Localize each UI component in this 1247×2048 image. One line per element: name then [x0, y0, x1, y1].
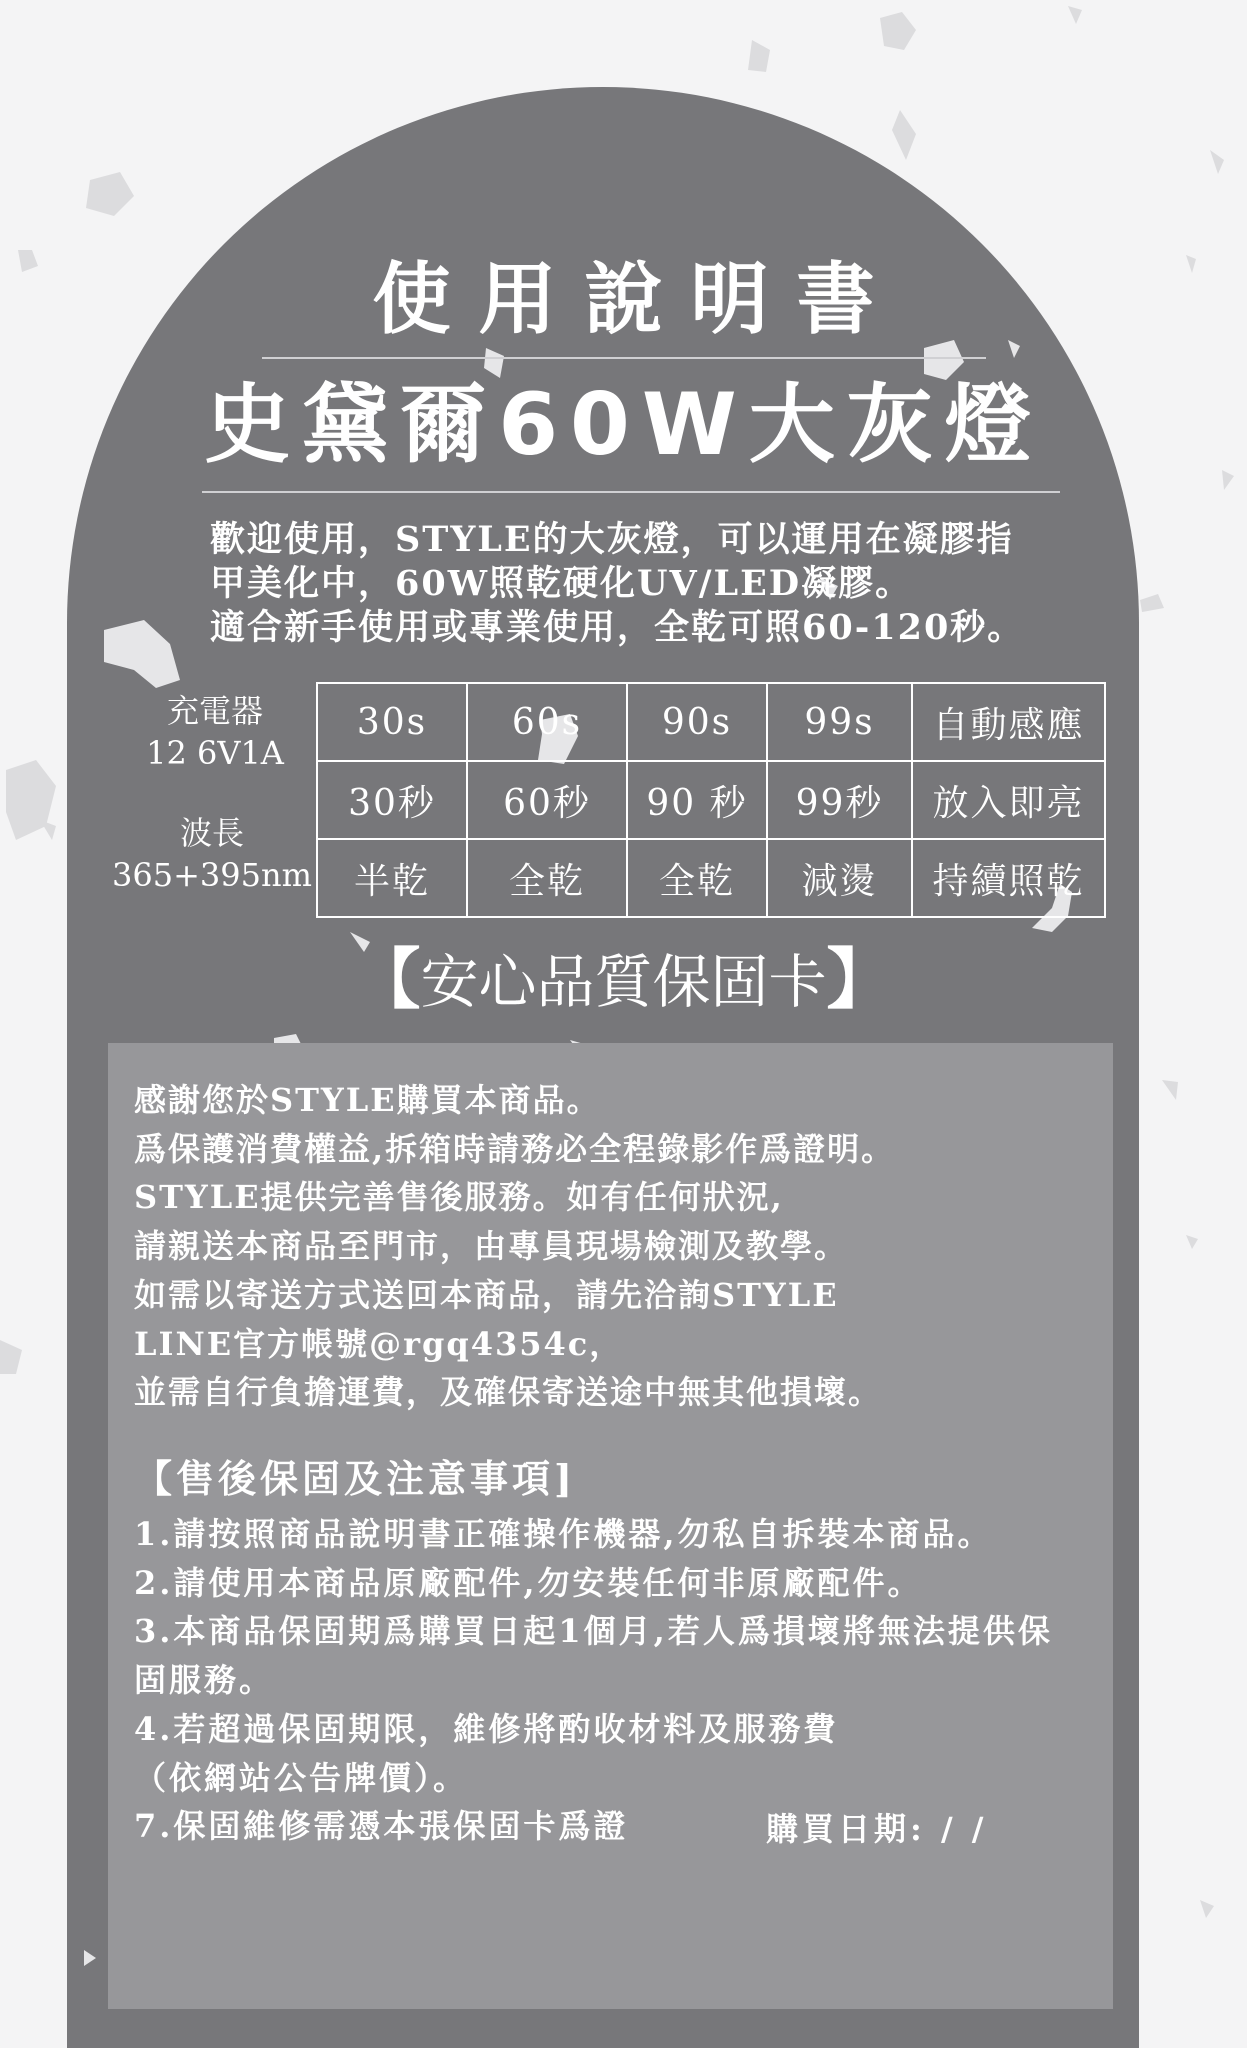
intro-text: [210, 518, 1090, 650]
table-cell: 放入即亮: [912, 761, 1105, 839]
table-cell: 99s: [767, 683, 912, 761]
table-cell: 自動感應: [912, 683, 1105, 761]
charger-spec: [120, 690, 310, 774]
note-line: 1.請按照商品說明書正確操作機器,勿私自拆裝本商品。: [134, 1515, 993, 1553]
warranty-paragraph: [134, 1076, 1094, 1417]
intro-line: 歡迎使用，STYLE的大灰燈，可以運用在凝膠指: [210, 519, 1014, 560]
table-cell: 持續照乾: [912, 839, 1105, 917]
table-cell: 60s: [467, 683, 627, 761]
title-bracket-close: 】: [826, 941, 893, 1018]
note-line: 4.若超過保固期限，維修將酌收材料及服務費: [134, 1709, 839, 1748]
table-cell: 30秒: [317, 761, 467, 839]
title-bracket-open: 【: [354, 941, 421, 1018]
manual-heading: 使用說明書: [372, 254, 903, 345]
heading-divider: [262, 357, 986, 359]
paragraph-line: 請親送本商品至門市，由專員現場檢測及教學。: [134, 1227, 849, 1266]
table-cell: 30s: [317, 683, 467, 761]
intro-line: 甲美化中，60W照乾硬化UV/LED凝膠。: [210, 563, 913, 604]
warranty-title-text: 安心品質保固卡: [420, 948, 827, 1016]
table-cell: 全乾: [627, 839, 767, 917]
wavelength-value: 365+395nm: [112, 856, 312, 894]
paragraph-line: 並需自行負擔運費，及確保寄送途中無其他損壞。: [134, 1373, 883, 1412]
table-cell: 99秒: [767, 761, 912, 839]
table-row: [317, 761, 1105, 839]
purchase-date: 購買日期: / /: [766, 1810, 988, 1848]
table-row: [317, 839, 1105, 917]
curing-time-table: [316, 682, 1106, 918]
note-line: 2.請使用本商品原廠配件,勿安裝任何非原廠配件。: [134, 1563, 923, 1602]
product-title: 史黛爾60W大灰燈: [204, 375, 1043, 475]
note-line: 固服務。: [134, 1661, 275, 1700]
wavelength-label: 波長: [179, 814, 244, 852]
paragraph-line: 感謝您於STYLE購買本商品。: [134, 1081, 601, 1119]
table-cell: 90 秒: [627, 761, 767, 839]
table-row: [317, 683, 1105, 761]
paragraph-line: STYLE提供完善售後服務。如有任何狀況,: [134, 1178, 784, 1217]
table-cell: 60秒: [467, 761, 627, 839]
wavelength-spec: [112, 812, 312, 896]
note-line: 7.保固維修需憑本張保固卡爲證: [134, 1807, 629, 1846]
charger-value: 12 6V1A: [146, 734, 284, 772]
warranty-notes: [134, 1510, 1094, 1851]
warranty-card-title: [0, 940, 1247, 1022]
product-divider: [202, 491, 1060, 493]
table-cell: 90s: [627, 683, 767, 761]
paragraph-line: LINE官方帳號@rgq4354c，: [134, 1324, 624, 1363]
notes-heading: 【售後保固及注意事項]: [134, 1456, 576, 1501]
table-cell: 全乾: [467, 839, 627, 917]
paragraph-line: 如需以寄送方式送回本商品，請先洽詢STYLE: [134, 1275, 839, 1314]
paragraph-line: 爲保護消費權益,拆箱時請務必全程錄影作爲證明。: [134, 1129, 896, 1168]
table-cell: 減燙: [767, 839, 912, 917]
intro-line: 適合新手使用或專業使用，全乾可照60-120秒。: [210, 607, 1025, 648]
note-line: （依網站公告牌價）。: [134, 1758, 469, 1797]
table-cell: 半乾: [317, 839, 467, 917]
charger-label: 充電器: [166, 692, 263, 730]
note-line: 3.本商品保固期爲購買日起1個月,若人爲損壞將無法提供保: [134, 1612, 1053, 1651]
